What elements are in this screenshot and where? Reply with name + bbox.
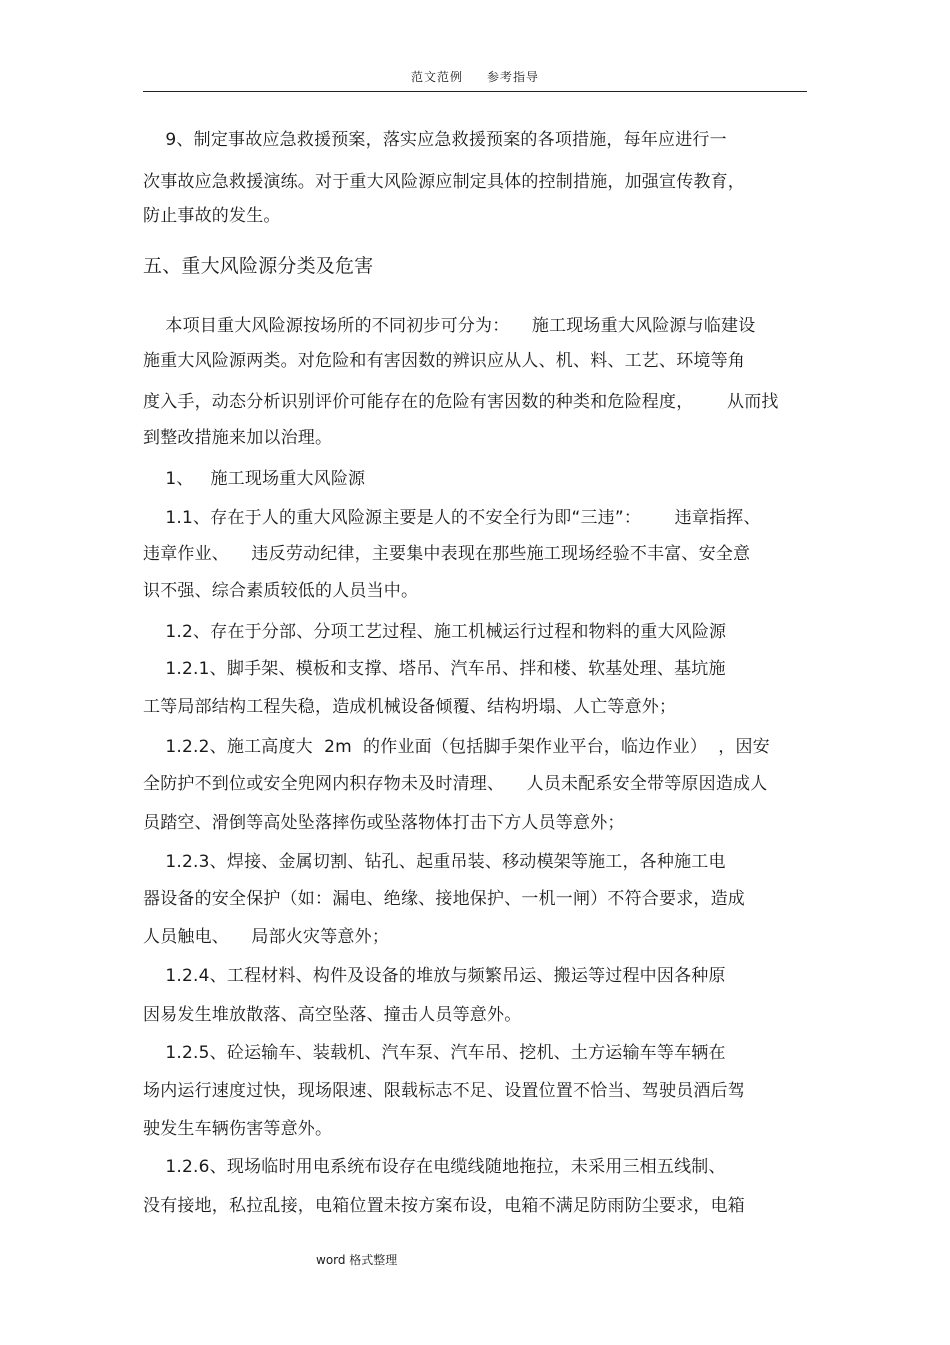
body-line: 1.2.3、焊接、金属切割、钻孔、起重吊装、移动模架等施工，各种施工电 [143, 852, 726, 872]
body-line: 场内运行速度过快，现场限速、限载标志不足、设置位置不恰当、驾驶员酒后驾 [143, 1081, 745, 1101]
body-line: 1.2.4、工程材料、构件及设备的堆放与频繁吊运、搬运等过程中因各种原 [143, 966, 726, 986]
body-line: 1.1、存在于人的重大风险源主要是人的不安全行为即“三违”： 违章指挥、 [143, 508, 761, 528]
body-line: 到整改措施来加以治理。 [143, 428, 333, 448]
body-line: 施重大风险源两类。对危险和有害因数的辨识应从人、机、料、工艺、环境等角 [143, 351, 745, 371]
body-line: 没有接地，私拉乱接，电箱位置未按方案布设，电箱不满足防雨防尘要求，电箱 [143, 1196, 745, 1216]
body-line: 器设备的安全保护（如：漏电、绝缘、接地保护、一机一闸）不符合要求，造成 [143, 889, 745, 909]
body-line: 本项目重大风险源按场所的不同初步可分为： 施工现场重大风险源与临建设 [143, 316, 756, 336]
body-line: 违章作业、 违反劳动纪律，主要集中表现在那些施工现场经验不丰富、安全意 [143, 544, 751, 564]
body-line: 1.2.6、现场临时用电系统布设存在电缆线随地拖拉，未采用三相五线制、 [143, 1157, 726, 1177]
body-line: 次事故应急救援演练。对于重大风险源应制定具体的控制措施，加强宣传教育， [143, 172, 745, 192]
section-heading: 五、重大风险源分类及危害 [143, 255, 374, 277]
body-line: 全防护不到位或安全兜网内积存物未及时清理、 人员未配系安全带等原因造成人 [143, 774, 768, 794]
body-line: 1.2.1、脚手架、模板和支撑、塔吊、汽车吊、拌和楼、软基处理、基坑施 [143, 659, 726, 679]
body-line: 1.2.5、砼运输车、装载机、汽车泵、汽车吊、挖机、土方运输车等车辆在 [143, 1043, 726, 1063]
body-line: 9、制定事故应急救援预案，落实应急救援预案的各项措施，每年应进行一 [143, 130, 727, 150]
body-line: 1、 施工现场重大风险源 [143, 469, 366, 489]
body-line: 员踏空、滑倒等高处坠落摔伤或坠落物体打击下方人员等意外； [143, 813, 625, 833]
body-line: 工等局部结构工程失稳，造成机械设备倾覆、结构坍塌、人亡等意外； [143, 697, 677, 717]
body-line: 因易发生堆放散落、高空坠落、撞击人员等意外。 [143, 1005, 522, 1025]
header-right-text: 参考指导 [487, 70, 540, 84]
body-line: 人员触电、 局部火灾等意外； [143, 927, 390, 947]
page-header [0, 68, 950, 85]
body-line: 1.2.2、施工高度大 2m 的作业面（包括脚手架作业平台，临边作业） ，因安 [143, 737, 770, 757]
body-line: 度入手，动态分析识别评价可能存在的危险有害因数的种类和危险程度， 从而找 [143, 392, 779, 412]
body-line: 驶发生车辆伤害等意外。 [143, 1119, 333, 1139]
header-rule [143, 91, 807, 92]
body-line: 防止事故的发生。 [143, 206, 281, 226]
body-line: 识不强、综合素质较低的人员当中。 [143, 581, 419, 601]
body-line: 1.2、存在于分部、分项工艺过程、施工机械运行过程和物料的重大风险源 [143, 622, 727, 642]
header-left-text: 范文范例 [410, 70, 463, 84]
page-footer: word 格式整理 [316, 1253, 398, 1267]
